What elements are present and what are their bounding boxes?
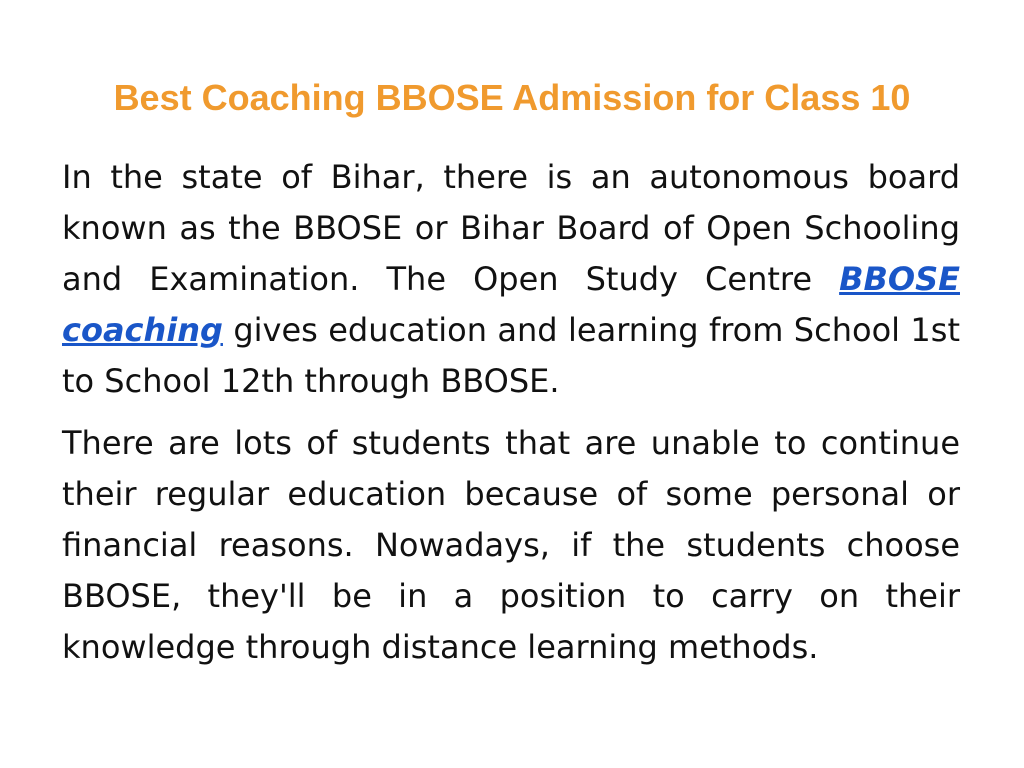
paragraph-intro-text-after: gives education and learning from School 1st to School 12th through BBOSE.	[62, 311, 960, 400]
paragraph-students: There are lots of students that are unable to continue their regular education because of some personal or financial reasons. Nowadays, if the students choose BBOSE, they'll be in a position to carry on their knowledge through distance learning methods.	[62, 424, 960, 666]
slide-body	[62, 152, 960, 673]
slide-title: Best Coaching BBOSE Admission for Class 10	[113, 77, 911, 118]
paragraph-intro-text-before: In the state of Bihar, there is an autonomous board known as the BBOSE or Bihar Board of Open Schooling and Examination. The Open Study Centre	[62, 158, 960, 298]
bbose-coaching-link[interactable]: BBOSE coaching	[62, 260, 960, 349]
paragraph-intro	[62, 152, 960, 407]
